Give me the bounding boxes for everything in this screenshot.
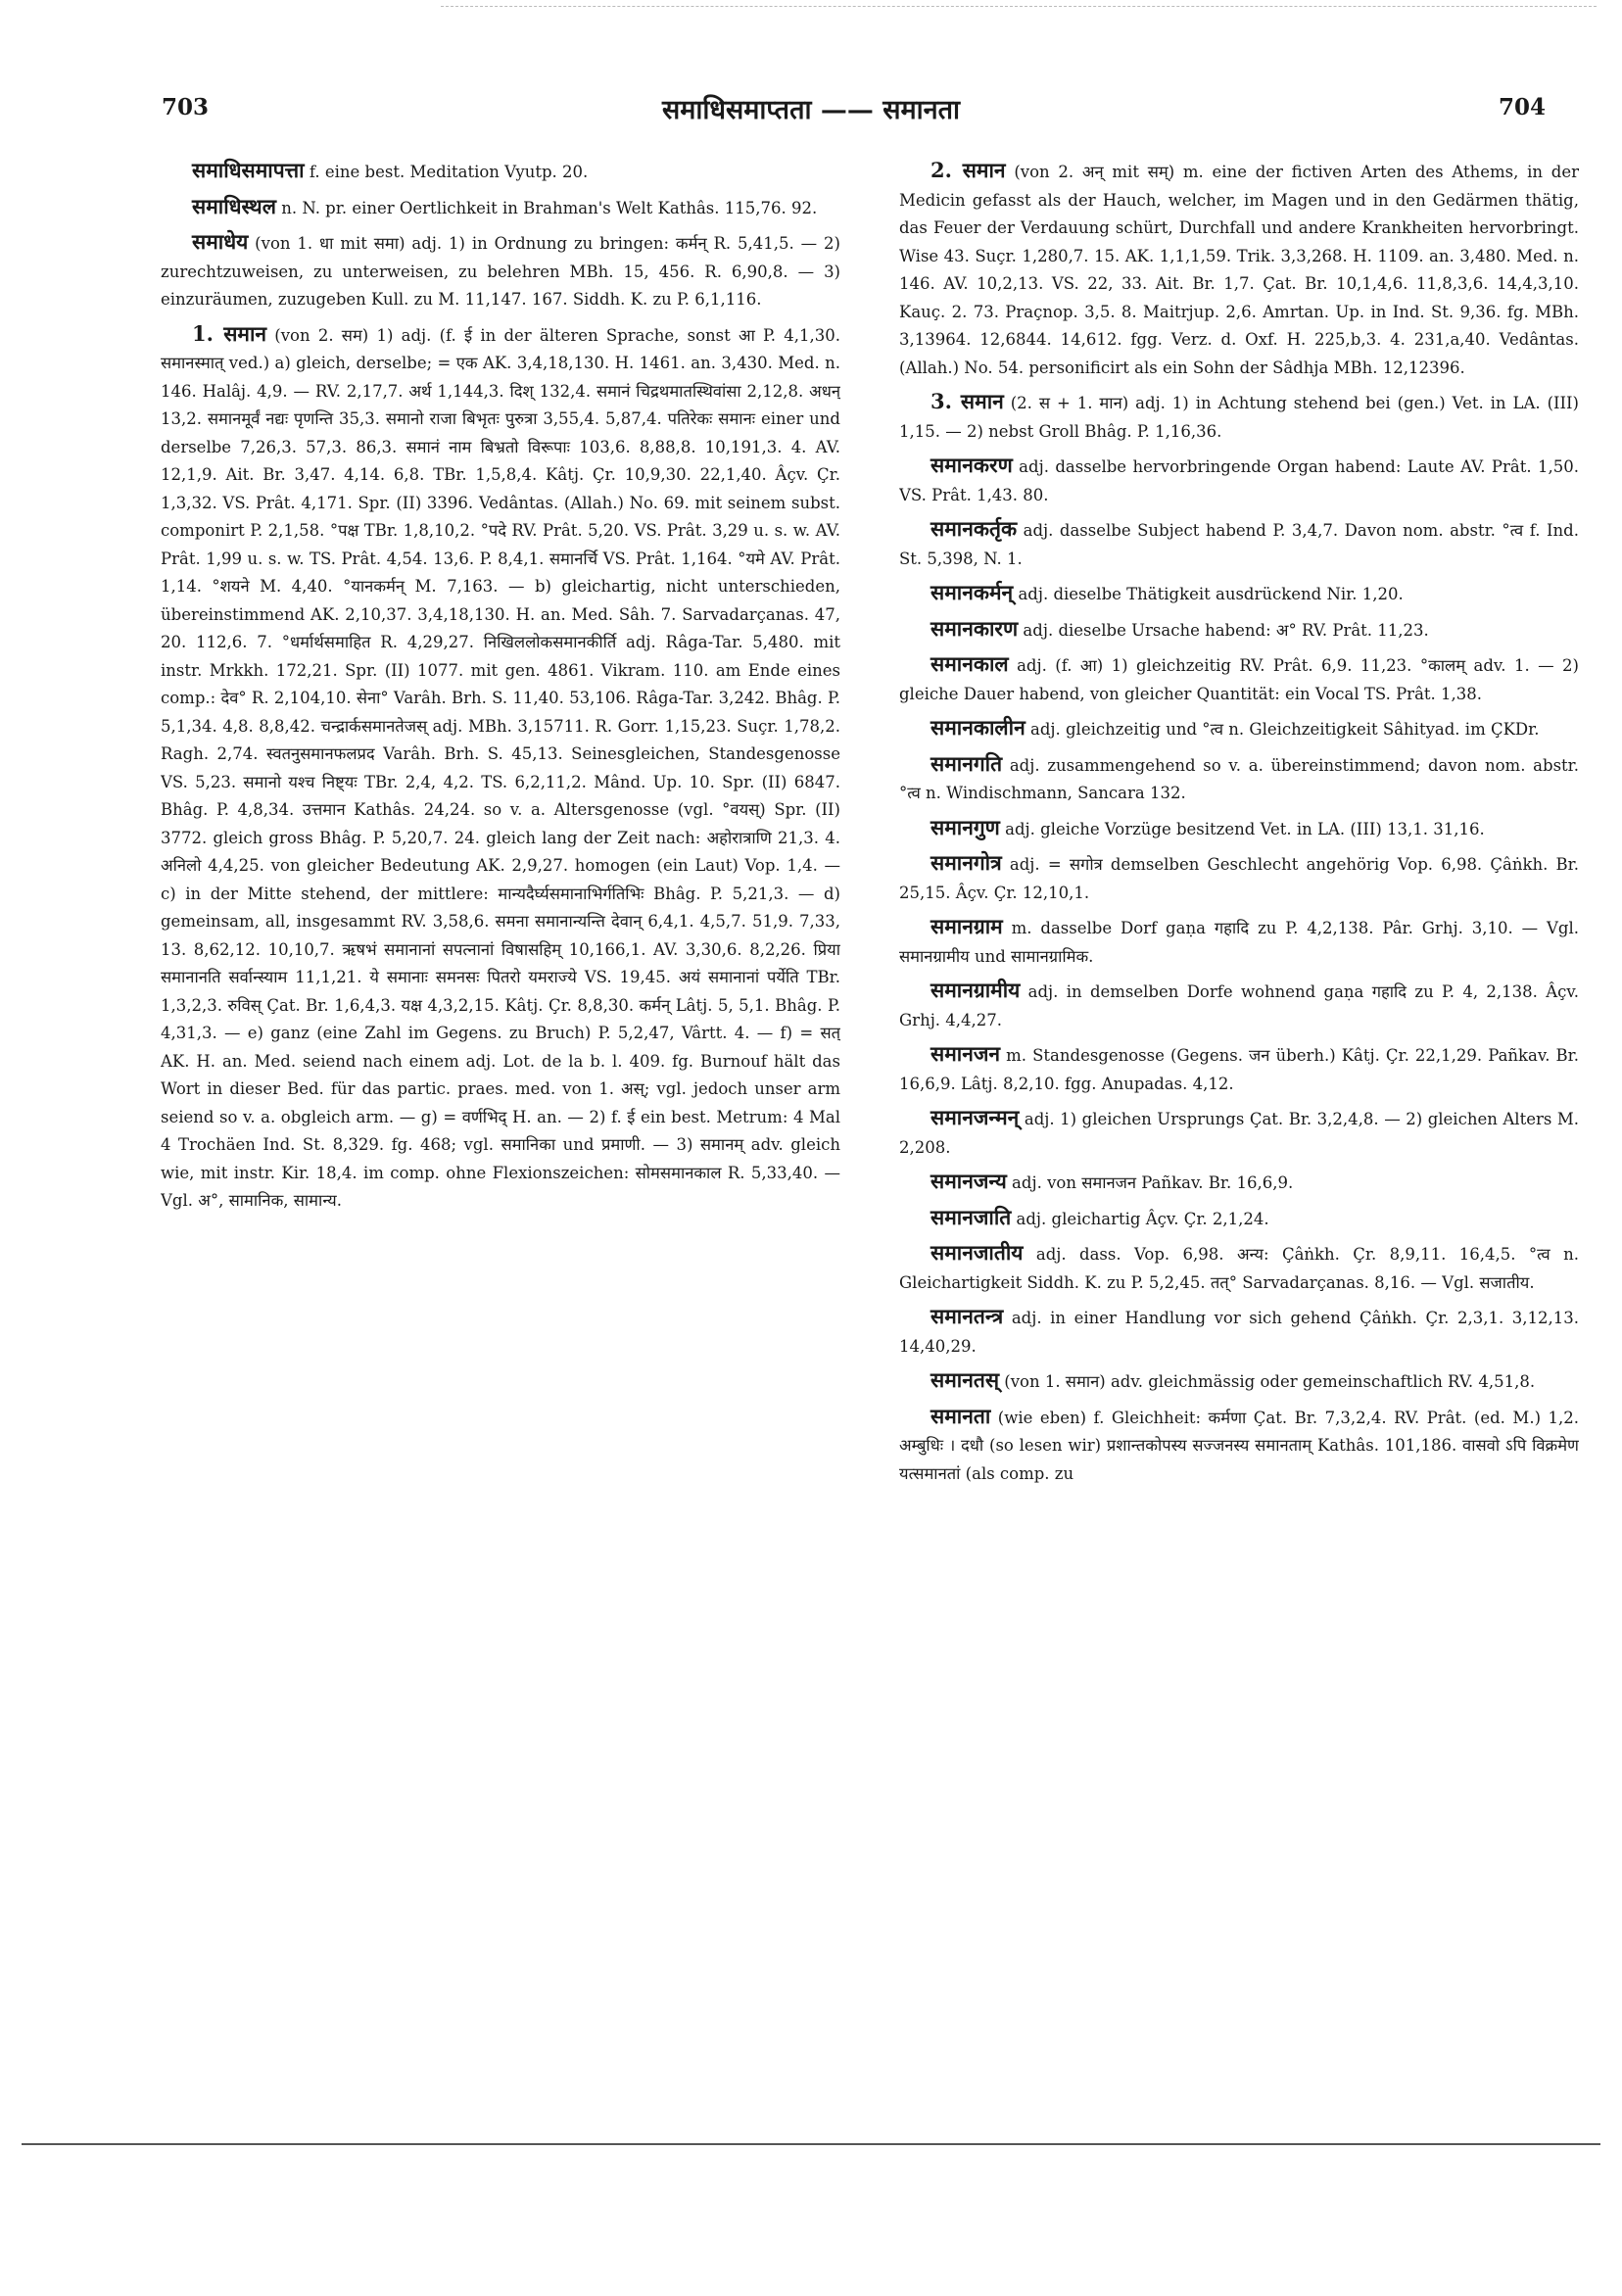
entry-text: m. Standesgenosse (Gegens. जन überh.) Kâtj. Çr. 22,1,29. Pañkav. Br. 16,6,9. Lâtj. 8,2,10. fgg. Anupadas. 4,12. [899, 1046, 1579, 1093]
dictionary-entry [899, 650, 1579, 708]
dictionary-entry [899, 1040, 1579, 1098]
headword: 1. समान [192, 320, 267, 346]
headword: समानकर्मन् [930, 580, 1014, 604]
entry-text: (wie eben) f. Gleichheit: कर्मणा Çat. Br. 7,3,2,4. RV. Prât. (ed. M.) 1,2. अम्बुधिः । दधौ (so lesen wir) प्रशान्तकोपस्य सज्जनस्य समानताम् Kathâs. 101,186. वासवो ऽपि विक्रमेण यत्समानतां (als comp. zu [899, 1408, 1579, 1483]
entry-text: adj. zusammengehend so v. a. übereinstimmend; davon nom. abstr. °त्व n. Windischmann, Sancara 132. [899, 755, 1579, 802]
headword: समानजन [930, 1041, 1001, 1066]
headword: समानगोत्र [930, 850, 1002, 875]
headword: समानजातीय [930, 1240, 1024, 1265]
headword: समाधिस्थल [192, 193, 276, 218]
dictionary-entry [899, 1366, 1579, 1397]
headword: समानजन्मन् [930, 1105, 1020, 1129]
page-number-right: 704 [1499, 94, 1547, 120]
dictionary-entry [899, 849, 1579, 907]
entry-text: adj. gleichzeitig und °त्व n. Gleichzeitigkeit Sâhityad. im ÇKDr. [1025, 720, 1540, 739]
dictionary-entry [899, 714, 1579, 744]
entry-text: adj. in demselben Dorfe wohnend gaṇa गहादि zu P. 4, 2,138. Âçv. Grhj. 4,4,27. [899, 982, 1579, 1029]
entry-text: adj. gleiche Vorzüge besitzend Vet. in LA. (III) 13,1. 31,16. [999, 819, 1485, 838]
dictionary-entry [899, 157, 1579, 382]
dictionary-entry [899, 913, 1579, 971]
entry-text: adj. (f. आ) 1) gleichzeitig RV. Prât. 6,9. 11,23. °कालम् adv. 1. — 2) gleiche Dauer habend, von gleicher Quantität: ein Vocal TS. Prât. 1,38. [899, 656, 1579, 703]
headword: समानजन्य [930, 1169, 1007, 1193]
dictionary-entry [161, 228, 840, 314]
dictionary-entry [899, 977, 1579, 1034]
dictionary-entry [899, 1303, 1579, 1361]
dictionary-entry [899, 1403, 1579, 1489]
headword: समानगति [930, 750, 1003, 776]
entry-text: (von 2. अन् mit सम्) m. eine der fictiven Arten des Athems, in der Medicin gefasst als der Hauch, welcher, im Magen und in den Gedärmen thätig, das Feuer der Verdauung schürt, Durchfall und andere Krankheiten hervorbringt. Wise 43. Suçr. 1,280,7. 15. AK. 1,1,1,59. Trik. 3,3,268. H. 1109. an. 3,480. Med. n. 146. AV. 10,2,13. VS. 22, 33. Ait. Br. 1,7. Çat. Br. 10,1,4,6. 11,8,3,6. 14,4,3,10. Kauç. 2. 73. Praçnop. 3,5. 8. Maitrjup. 2,6. Amrtan. Up. in Ind. St. 9,36. fg. MBh. 3,13964. 12,6844. 14,612. fgg. Verz. d. Oxf. H. 225,b,3. 4. 231,a,40. Vedântas. (Allah.) No. 54. personificirt als ein Sohn der Sâdhja MBh. 12,12396. [899, 163, 1579, 377]
headword: समानजाति [930, 1204, 1012, 1229]
entry-text: (2. स + 1. मान) adj. 1) in Achtung stehend bei (gen.) Vet. in LA. (III) 1,15. — 2) nebst Groll Bhâg. P. 1,16,36. [899, 394, 1579, 441]
dictionary-entry [899, 615, 1579, 646]
headword: समानकारण [930, 615, 1019, 641]
entry-text: (von 2. सम) 1) adj. (f. ई in der älteren Sprache, sonst आ P. 4,1,30. समानस्मात् ved.) a) gleich, derselbe; = एक AK. 3,4,18,130. H. 1461. an. 3,430. Med. n. 146. Halâj. 4,9. — RV. 2,17,7. अर्थ 1,144,3. दिश् 132,4. समानं चिद्रथमातस्थिवांसा 2,12,8. अधन् 13,2. समानमूर्वं नद्यः पृणन्ति 35,3. समानो राजा बिभृतः पुरुत्रा 3,55,4. 5,87,4. पतिरेकः समानः einer und derselbe 7,26,3. 57,3. 86,3. समानं नाम बिभ्रतो विरूपाः 103,6. 8,88,8. 10,191,3. 4. AV. 12,1,9. Ait. Br. 3,47. 4,14. 6,8. TBr. 1,5,8,4. Kâtj. Çr. 10,9,30. 22,1,40. Âçv. Çr. 1,3,32. VS. Prât. 4,171. Spr. (II) 3396. Vedântas. (Allah.) No. 69. mit seinem subst. componirt P. 2,1,58. °पक्ष TBr. 1,8,10,2. °पदे RV. Prât. 5,20. VS. Prât. 3,29 u. s. w. AV. Prât. 1,99 u. s. w. TS. Prât. 4,54. 13,6. P. 8,4,1. समानर्चि VS. Prât. 1,164. °यमे AV. Prât. 1,14. °शयने M. 4,40. °यानकर्मन् M. 7,163. — b) gleichartig, nicht unterschieden, übereinstimmend AK. 2,10,37. 3,4,18,130. H. an. Med. Sâh. 7. Sarvadarçanas. 47, 20. 112,6. 7. °धर्मार्थसमाहित R. 4,29,27. निखिललोकसमानकीर्ति adj. Râga-Tar. 5,480. mit instr. Mrkkh. 172,21. Spr. (II) 1077. mit gen. 4861. Vikram. 110. am Ende eines comp.: देव° R. 2,104,10. सेना° Varâh. Brh. S. 11,40. 53,106. Râga-Tar. 3,242. Bhâg. P. 5,1,34. 4,8. 8,8,42. चन्द्रार्कसमानतेजस् adj. MBh. 3,15711. R. Gorr. 1,15,23. Suçr. 1,78,2. Ragh. 2,74. स्वतनुसमानफलप्रद Varâh. Brh. S. 45,13. Seinesgleichen, Standesgenosse VS. 5,23. समानो यश्च निष्ट्यः TBr. 2,4, 4,2. TS. 6,2,11,2. Mând. Up. 10. Spr. (II) 6847. Bhâg. P. 4,8,34. उत्तमान Kathâs. 24,24. so v. a. Altersgenosse (vgl. °वयस्) Spr. (II) 3772. gleich gross Bhâg. P. 5,20,7. 24. gleich lang der Zeit nach: अहोरात्राणि 21,3. 4. अनिलो 4,4,25. von gleicher Bedeutung AK. 2,9,27. homogen (ein Laut) Vop. 1,4. — c) in der Mitte stehend, der mittlere: मान्यदैर्घ्यसमानाभिर्गतिभिः Bhâg. P. 5,21,3. — d) gemeinsam, all, insgesammt RV. 3,58,6. समना समानान्यन्ति देवान् 6,4,1. 4,5,7. 51,9. 7,33, 13. 8,62,12. 10,10,7. ऋषभं समानानां सपत्नानां विषासहिम् 10,166,1. AV. 3,30,6. 8,2,26. प्रिया समानानति सर्वान्स्याम 11,1,21. ये समानाः समनसः पितरो यमराज्ये VS. 19,45. अयं समानानां पर्येति TBr. 1,3,2,3. रुविस् Çat. Br. 1,6,4,3. यक्ष 4,3,2,15. Kâtj. Çr. 8,8,30. कर्मन् Lâtj. 5, 5,1. Bhâg. P. 4,31,3. — e) ganz (eine Zahl im Gegens. zu Bruch) P. 5,2,47, Vârtt. 4. — f) = सत् AK. H. an. Med. seiend nach einem adj. Lot. de la b. l. 409. fg. Burnouf hält das Wort in dieser Bed. für das partic. praes. med. von 1. अस्; vgl. jedoch unser arm seiend so v. a. obgleich arm. — g) = वर्णभिद् H. an. — 2) f. ई ein best. Metrum: 4 Mal 4 Trochäen Ind. St. 8,329. fg. 468; vgl. समानिका und प्रमाणी. — 3) समानम् adv. gleich wie, mit instr. Kir. 18,4. im comp. ohne Flexionszeichen: सोमसमानकाल R. 5,33,40. — Vgl. अ°, सामानिक, सामान्य. [161, 325, 840, 1210]
entry-text: adj. dieselbe Thätigkeit ausdrückend Nir. 1,20. [1013, 585, 1404, 603]
bottom-rule [22, 2143, 1600, 2145]
right-column [899, 157, 1579, 2018]
dictionary-entry [899, 1239, 1579, 1297]
dictionary-entry [899, 452, 1579, 509]
headword: समानकरण [930, 453, 1013, 477]
headword: 3. समान [930, 389, 1004, 413]
headword: समानकाल [930, 651, 1009, 676]
dictionary-entry [899, 579, 1579, 609]
page-header [0, 94, 1622, 133]
left-column [161, 157, 840, 2018]
entry-text: adj. von समानजन Pañkav. Br. 16,6,9. [1006, 1173, 1294, 1192]
headword: समानतस् [930, 1367, 1000, 1392]
headword: समानगुण [930, 814, 1000, 839]
entry-text: adj. 1) gleichen Ursprungs Çat. Br. 3,2,4,8. — 2) gleichen Alters M. 2,208. [899, 1110, 1579, 1157]
running-title: समाधिसमाप्तता —— समानता [661, 95, 961, 125]
dictionary-entry [899, 1104, 1579, 1162]
dictionary-entry [899, 750, 1579, 808]
dictionary-entry [899, 814, 1579, 844]
top-decorative-rule [441, 6, 1597, 7]
entry-text: adj. dasselbe hervorbringende Organ habend: Laute AV. Prât. 1,50. VS. Prât. 1,43. 80. [899, 457, 1579, 504]
entry-text: f. eine best. Meditation Vyutp. 20. [304, 163, 589, 181]
headword: समानकर्तृक [930, 516, 1018, 541]
headword: समानकालीन [930, 715, 1026, 740]
entry-text: (von 1. समान) adv. gleichmässig oder gemeinschaftlich RV. 4,51,8. [999, 1372, 1536, 1391]
entry-text: adj. in einer Handlung vor sich gehend Çâṅkh. Çr. 2,3,1. 3,12,13. 14,40,29. [899, 1309, 1579, 1356]
headword: समानग्रामीय [930, 978, 1021, 1002]
entry-text: adj. = सगोत्र demselben Geschlecht angehörig Vop. 6,98. Çâṅkh. Br. 25,15. Âçv. Çr. 12,10,1. [899, 855, 1579, 902]
page-number-left: 703 [162, 94, 210, 120]
dictionary-entry [899, 1168, 1579, 1198]
headword: समाधेय [192, 229, 249, 254]
headword: समानतन्त्र [930, 1304, 1004, 1328]
entry-text: adj. dasselbe Subject habend P. 3,4,7. Davon nom. abstr. °त्व f. Ind. St. 5,398, N. 1. [899, 521, 1579, 568]
dictionary-entry [899, 1204, 1579, 1234]
entry-text: adj. gleichartig Âçv. Çr. 2,1,24. [1011, 1209, 1269, 1228]
dictionary-entry [161, 193, 840, 223]
entry-text: n. N. pr. einer Oertlichkeit in Brahman's Welt Kathâs. 115,76. 92. [275, 198, 818, 217]
dictionary-entry [161, 157, 840, 187]
headword: 2. समान [930, 158, 1006, 182]
entry-text: (von 1. धा mit समा) adj. 1) in Ordnung zu bringen: कर्मन् R. 5,41,5. — 2) zurechtzuweisen, zu unterweisen, zu belehren MBh. 15, 456. R. 6,90,8. — 3) einzuräumen, zuzugeben Kull. zu M. 11,147. 167. Siddh. K. zu P. 6,1,116. [161, 234, 840, 309]
headword: समानता [930, 1403, 991, 1428]
dictionary-entry [899, 388, 1579, 446]
entry-text: adj. dieselbe Ursache habend: अ° RV. Prât. 11,23. [1018, 620, 1429, 640]
entry-text: adj. dass. Vop. 6,98. अन्य: Çâṅkh. Çr. 8,9,11. 16,4,5. °त्व n. Gleichartigkeit Siddh. K. zu P. 5,2,45. तत्° Sarvadarçanas. 8,16. — Vgl. सजातीय. [899, 1245, 1579, 1292]
dictionary-entry [899, 515, 1579, 573]
headword: समानग्राम [930, 914, 1003, 938]
headword: समाधिसमापत्ता [192, 158, 305, 182]
dictionary-entry [161, 320, 840, 1216]
entry-text: m. dasselbe Dorf gaṇa गहादि zu P. 4,2,138. Pâr. Grhj. 3,10. — Vgl. समानग्रामीय und सामानग्रामिक. [899, 919, 1579, 966]
